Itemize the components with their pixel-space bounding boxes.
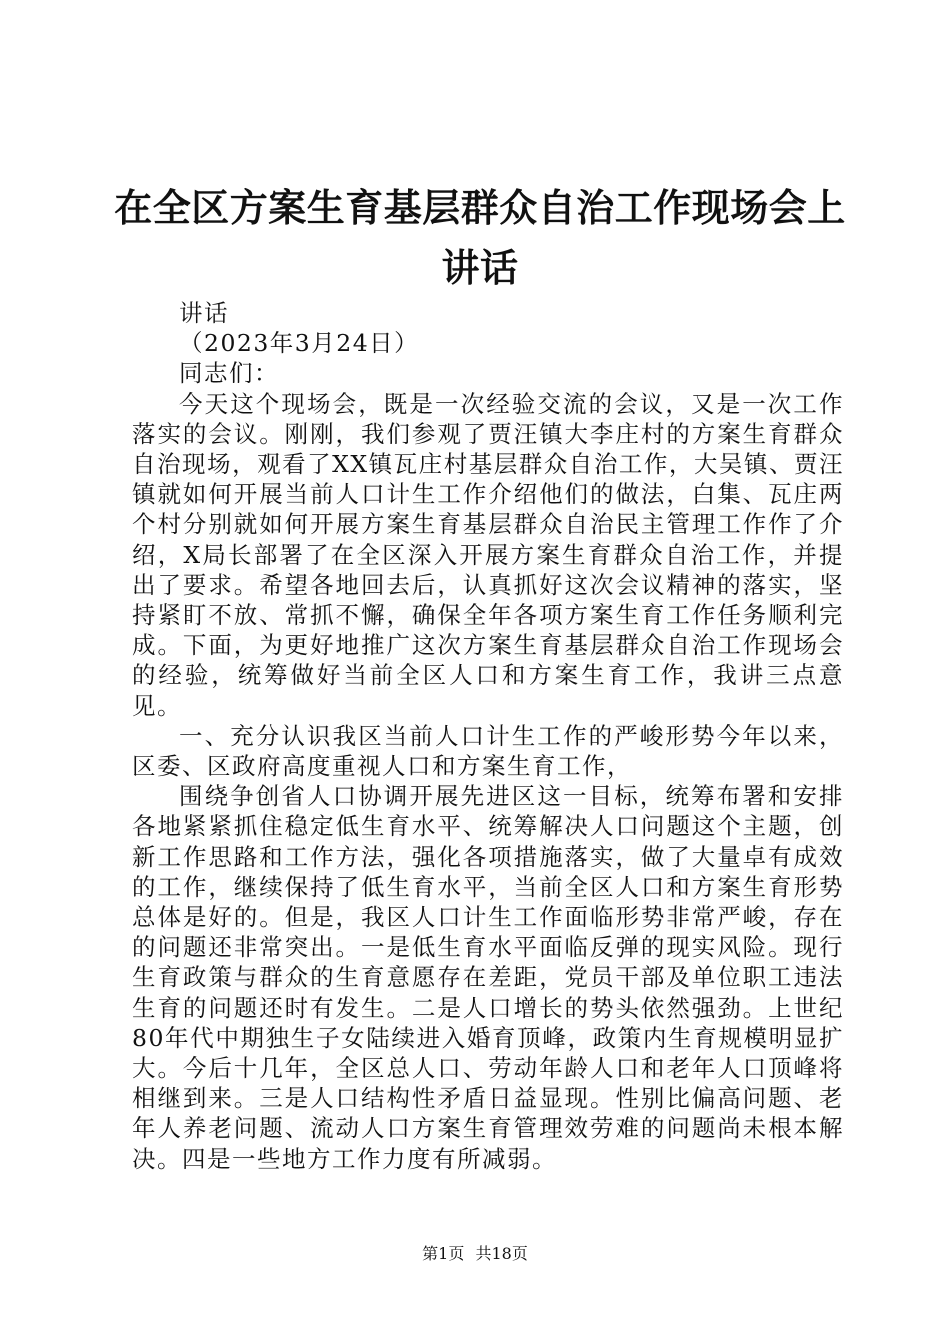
paragraph-body: 围绕争创省人口协调开展先进区这一目标，统筹布署和安排各地紧紧抓住稳定低生育水平、统筹解决人口问题这个主题，创新工作思路和工作方法，强化各项措施落实，做了大量卓有成效的工作，继续保持了低生育水平，当前全区人口和方案生育形势总体是好的。但是，我区人口计生工作面临形势非常严峻，存在的问题还非常突出。一是低生育水平面临反弹的现实风险。现行生育政策与群众的生育意愿存在差距，党员干部及单位职工违法生育的问题还时有发生。二是人口增长的势头依然强劲。上世纪80年代中期独生子女陆续进入婚育顶峰，政策内生育规模明显扩大。今后十几年，全区总人口、劳动年龄人口和老年人口顶峰将相继到来。三是人口结构性矛盾日益显现。性别比偏高问题、老年人养老问题、流动人口方案生育管理效劳难的问题尚未根本解决。四是一些地方工作力度有所减弱。 [132, 782, 844, 1173]
document-title: 在全区方案生育基层群众自治工作现场会上讲话 [114, 186, 846, 290]
paragraph-section-heading: 一、充分认识我区当前人口计生工作的严峻形势今年以来，区委、区政府高度重视人口和方案生育工作， [132, 721, 844, 781]
document-body [132, 298, 844, 1174]
page-number: 第1页 [422, 1244, 465, 1263]
paragraph-date: （2023年3月24日） [179, 329, 420, 358]
paragraph-intro: 今天这个现场会，既是一次经验交流的会议，又是一次工作落实的会议。刚刚，我们参观了贾汪镇大李庄村的方案生育群众自治现场，观看了XX镇瓦庄村基层群众自治工作，大吴镇、贾汪镇就如何开展当前人口计生工作介绍他们的做法，白集、瓦庄两个村分别就如何开展方案生育基层群众自治民主管理工作作了介绍，X局长部署了在全区深入开展方案生育群众自治工作，并提出了要求。希望各地回去后，认真抓好这次会议精神的落实，坚持紧盯不放、常抓不懈，确保全年各项方案生育工作任务顺利完成。下面，为更好地推广这次方案生育基层群众自治工作现场会的经验，统筹做好当前全区人口和方案生育工作，我讲三点意见。 [132, 389, 844, 720]
paragraph-speech-label: 讲话 [179, 299, 229, 327]
page-footer [0, 1244, 950, 1264]
page-total: 共18页 [475, 1244, 528, 1263]
paragraph-salutation: 同志们： [179, 359, 279, 388]
